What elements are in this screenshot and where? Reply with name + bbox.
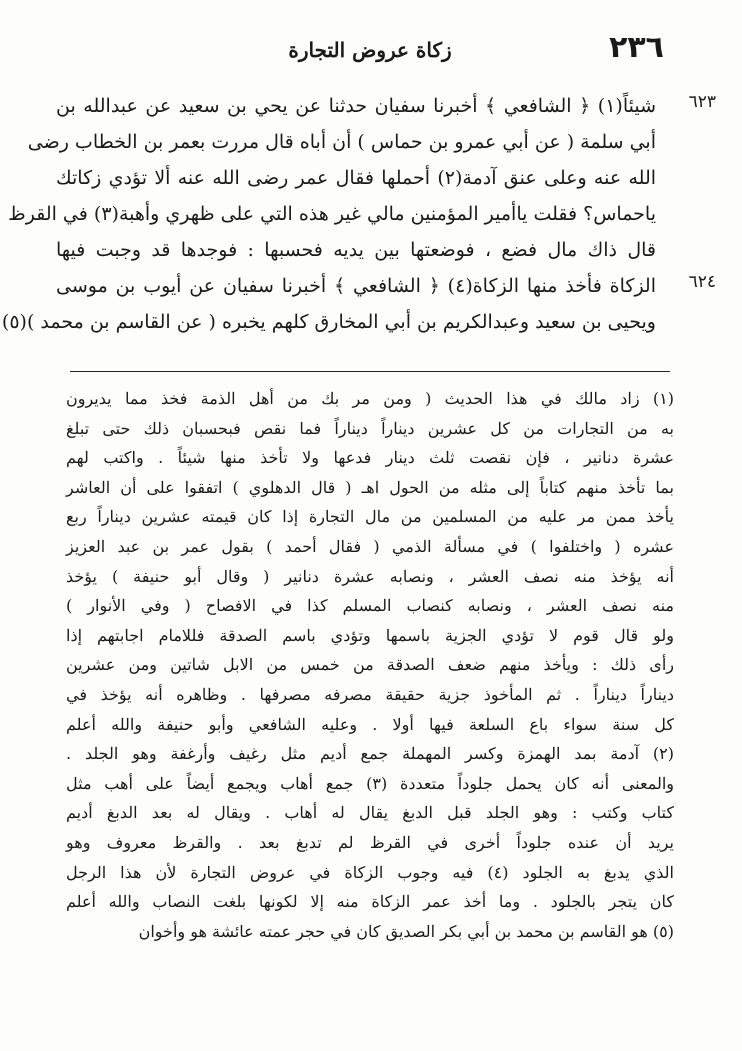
footnote-line: يريد أن عنده جلوداً أخرى في القرظ لم تدبغ بعد . والقرظ معروف وهو (66, 832, 674, 852)
footnote-line: يأخذ ممن مر عليه من المسلمين من مال التجارة إذا كان قيمته عشرين ديناراً ربع (66, 507, 674, 527)
footnote-line: ديناراً ديناراً . ثم المأخوذ جزية حقيقة مصرفه مصرفها . وظاهره أنه يؤخذ في (66, 684, 674, 704)
footnote-line: (١) زاد مالك في هذا الحديث ( ومن مر بك من أهل الذمة فخذ مما يديرون (66, 389, 674, 408)
footnote-line: منه نصف العشر ، ونصابه كنصاب المسلم كذا في الافصاح ( وفي الأنوار ) (66, 596, 674, 616)
footnote-line: بما تأخذ منهم كتاباً إلى مثله من الحول اهـ ( قال الدهلوي ) اتفقوا على أن العاشر (66, 477, 674, 497)
main-text-line: قال ذاك مال فضع ، فوضعتها بين يديه فحسبها : فوجدها قد وجبت فيها (56, 239, 656, 261)
main-text-line: أبي سلمة ( عن أبي عمرو بن حماس ) أن أباه قال مررت بعمر بن الخطاب رضى (27, 131, 656, 153)
entry-number-624: ٦٢٤ (688, 272, 716, 292)
page-number: ٢٣٦ (609, 30, 664, 65)
footnote-line: ولو قال قوم لا تؤدي الجزية باسمها وتؤدي باسم الصدقة فللامام اجابتهم إذا (66, 625, 674, 645)
main-text (1, 88, 657, 340)
footnote-line: (٥) هو القاسم بن محمد بن أبي بكر الصديق كان في حجر عمته عائشة هو وأخوان (138, 921, 674, 941)
running-title: زكاة عروض التجارة (288, 38, 452, 62)
footnote-line: الذي يدبغ به الجلود (٤) فيه وجوب الزكاة في عروض التجارة لأن هذا الرجل (66, 862, 675, 882)
main-text-line: ياحماس؟ فقلت ياأمير المؤمنين مالي غير هذه التي على ظهري وأهبة(٣) في القرظ (8, 203, 656, 225)
page-header (60, 30, 680, 74)
footnote-line: عشرة دنانير ، فإن نقصت ثلث دينار فدعها ولا تأخذ منها شيئاً . واكتب لهم (66, 448, 674, 468)
footnote-line: به من التجارات من كل عشرين ديناراً ديناراً فما نقص فبحسبان ذلك حتى تبلغ (66, 418, 674, 438)
main-text-line: شيئاً(١) ﴿ الشافعي ﴾ أخبرنا سفيان حدثنا عن يحي بن سعيد عن عبدالله بن (56, 95, 656, 117)
main-text-line: الزكاة فأخذ منها الزكاة(٤) ﴿ الشافعي ﴾ أخبرنا سفيان عن أيوب بن موسى (56, 275, 656, 297)
footnote-line: كل سنة سواء باع السلعة فيها أولا . وعليه الشافعي وأبو حنيفة والله أعلم (66, 714, 674, 734)
entry-number-623: ٦٢٣ (688, 92, 716, 112)
main-text-line: ويحيى بن سعيد وعبدالكريم بن أبي المخارق كلهم يخبره ( عن القاسم بن محمد )(٥) (1, 311, 656, 333)
footnote-line: كتاب وكتب : وهو الجلد قبل الدبغ يقال له أهاب . ويقال له بعد الدبغ أديم (66, 803, 674, 823)
footnote-line: رأى ذلك : ويأخذ منهم ضعف الصدقة من خمس من الابل شاتين ومن عشرين (66, 655, 674, 675)
footnote-line: (٢) آدمة بمد الهمزة وكسر المهملة جمع أديم مثل رغيف وأرغفة وهو الجلد . (66, 744, 674, 764)
footnotes (66, 384, 674, 946)
footnote-line: والمعنى أنه كان يحمل جلوداً متعددة (٣) جمع أهاب ويجمع أيضاً على أهب مثل (66, 773, 674, 793)
footnote-line: كان يتجر بالجلود . وما أخذ عمر الزكاة منه إلا لكونها بلغت النصاب والله أعلم (66, 892, 674, 912)
main-text-line: الله عنه وعلى عنق آدمة(٢) أحملها فقال عمر رضى الله عنه ألا تؤدي زكاتك (56, 167, 657, 189)
footnote-divider (70, 371, 670, 372)
footnote-line: أنه يؤخذ منه نصف العشر ، ونصابه عشرة دنانير ( وقال أبو حنيفة ) يؤخذ (66, 566, 674, 586)
footnote-line: عشره ( واختلفوا ) في مسألة الذمي ( فقال أحمد ) بقول عمر بن عبد العزيز (66, 536, 674, 556)
